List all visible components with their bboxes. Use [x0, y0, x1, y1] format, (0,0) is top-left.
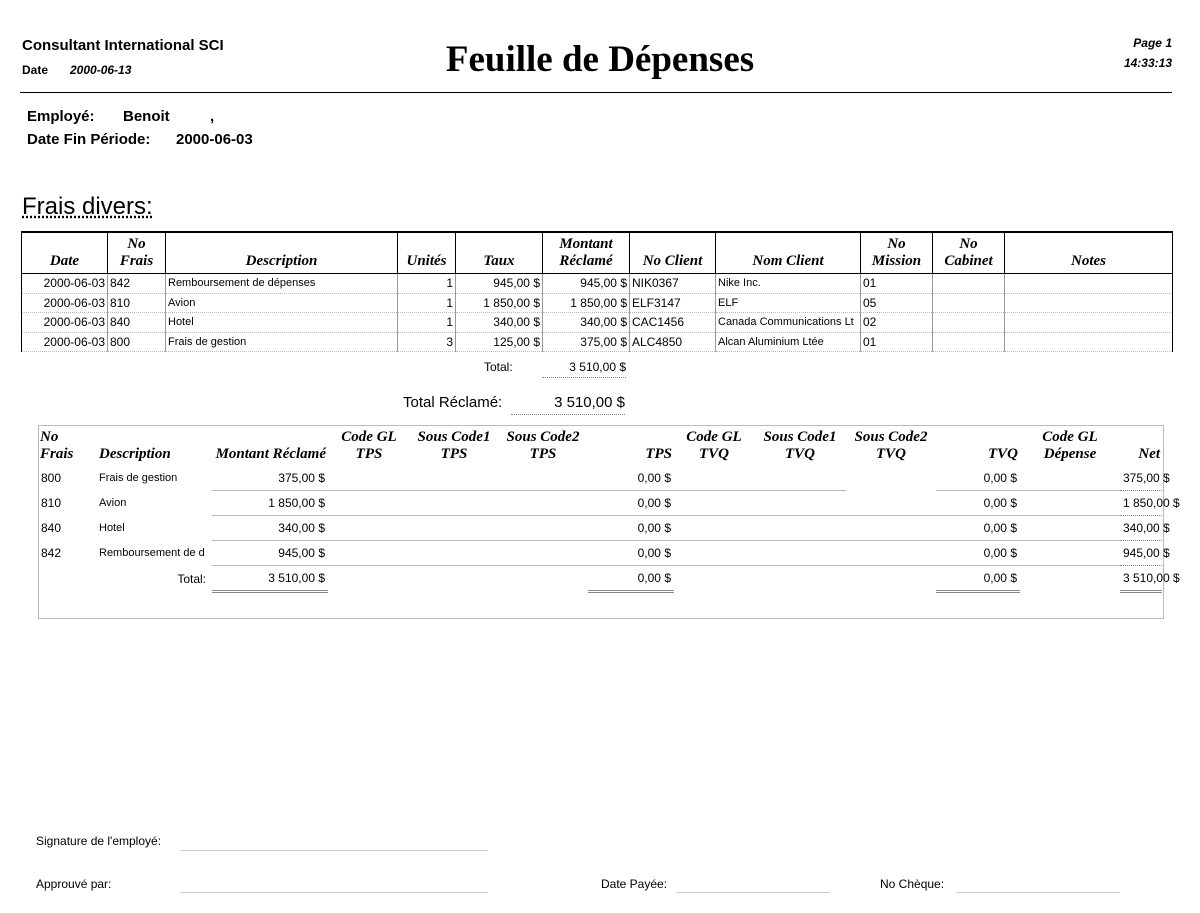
total-reclame-label: Total Réclamé: [403, 394, 503, 411]
col-tps: TPS [645, 446, 672, 462]
cell-sous-code2-tps [498, 541, 588, 566]
cell-tvq: 0,00 $ [936, 491, 1020, 516]
summary-total-label: Total: [177, 571, 206, 586]
cell-tps: 0,00 $ [588, 491, 674, 516]
cell-code-gl-tps [328, 491, 410, 516]
cell-code-gl-depense [1020, 491, 1120, 516]
col-description: Description [166, 232, 398, 274]
cell-code-gl-depense [1020, 516, 1120, 541]
cell-no-frais: 842 [41, 546, 62, 560]
cell-description: Avion [166, 293, 398, 313]
cell-no-cabinet [933, 293, 1005, 313]
summary-total-row [38, 566, 1162, 592]
cell-net: 340,00 $ [1120, 516, 1162, 541]
cell-sous-code1-tvq [754, 491, 846, 516]
cell-notes [1005, 332, 1173, 352]
cell-sous-code2-tps [498, 466, 588, 491]
cell-montant: 375,00 $ [543, 332, 630, 352]
col-notes: Notes [1005, 232, 1173, 274]
col-net: Net [1138, 446, 1160, 462]
cell-no-frais: 810 [108, 293, 166, 313]
cell-taux: 340,00 $ [456, 313, 543, 333]
cell-notes [1005, 313, 1173, 333]
cell-montant: 375,00 $ [212, 466, 328, 491]
cell-code-gl-tps [328, 466, 410, 491]
col-montant-reclame: Montant Réclamé [543, 232, 630, 274]
summary-total-tvq: 0,00 $ [936, 566, 1020, 592]
cell-date: 2000-06-03 [22, 293, 108, 313]
cell-description: Frais de gestion [99, 472, 178, 485]
cell-unites: 1 [398, 293, 456, 313]
cell-no-client: CAC1456 [630, 313, 716, 333]
col-sous-code2-tvq: Sous Code2 TVQ [854, 429, 928, 462]
employee-label: Employé: [27, 108, 95, 125]
summary-total-net: 3 510,00 $ [1120, 566, 1162, 592]
cell-sous-code1-tps [410, 466, 498, 491]
cell-no-cabinet [933, 274, 1005, 294]
paid-date-label: Date Payée: [601, 877, 668, 891]
cell-description: Hotel [99, 522, 125, 534]
col-sous-code2-tps: Sous Code2 TPS [506, 429, 580, 462]
company-name: Consultant International SCI [22, 37, 224, 54]
paid-date-line[interactable] [676, 892, 830, 893]
col-no-frais: No Frais [40, 429, 74, 462]
cell-taux: 1 850,00 $ [456, 293, 543, 313]
cell-sous-code2-tvq [846, 516, 936, 541]
cell-description: Remboursement de dépenses [166, 274, 398, 294]
cell-no-frais: 842 [108, 274, 166, 294]
cell-tvq: 0,00 $ [936, 541, 1020, 566]
cell-tps: 0,00 $ [588, 541, 674, 566]
section-title: Frais divers: [22, 193, 153, 220]
col-sous-code1-tvq: Sous Code1 TVQ [763, 429, 837, 462]
cell-no-frais: 800 [108, 332, 166, 352]
header-divider [20, 92, 1172, 93]
cell-taux: 945,00 $ [456, 274, 543, 294]
period-end-label: Date Fin Période: [27, 131, 151, 148]
col-nom-client: Nom Client [716, 232, 861, 274]
col-description: Description [99, 446, 171, 462]
table-row [22, 274, 1173, 294]
summary-table [38, 427, 1180, 593]
cell-no-client: NIK0367 [630, 274, 716, 294]
cell-sous-code2-tps [498, 491, 588, 516]
cell-notes [1005, 293, 1173, 313]
cell-sous-code1-tps [410, 491, 498, 516]
cell-sous-code2-tps [498, 516, 588, 541]
col-code-gl-tps: Code GL TPS [341, 429, 397, 462]
cell-code-gl-tvq [674, 541, 754, 566]
page-title: Feuille de Dépenses [445, 39, 755, 80]
cell-no-cabinet [933, 313, 1005, 333]
cell-code-gl-tps [328, 516, 410, 541]
col-unites: Unités [398, 232, 456, 274]
print-time: 14:33:13 [1123, 56, 1172, 70]
cell-nom-client: ELF [716, 293, 861, 313]
period-end-value: 2000-06-03 [176, 131, 253, 148]
cell-sous-code1-tvq [754, 466, 846, 491]
cell-unites: 1 [398, 274, 456, 294]
col-date: Date [22, 232, 108, 274]
date-label: Date [22, 63, 49, 77]
cell-nom-client: Alcan Aluminium Ltée [716, 332, 861, 352]
cell-nom-client: Canada Communications Lt [716, 313, 861, 333]
cell-code-gl-tvq [674, 491, 754, 516]
cell-code-gl-tps [328, 541, 410, 566]
cell-net: 1 850,00 $ [1120, 491, 1162, 516]
cell-unites: 1 [398, 313, 456, 333]
cell-no-frais: 840 [108, 313, 166, 333]
cell-code-gl-depense [1020, 541, 1120, 566]
cell-sous-code2-tvq [846, 466, 936, 491]
cheque-label: No Chèque: [880, 877, 945, 891]
table-row [38, 491, 1162, 516]
expenses-total-value: 3 510,00 $ [542, 360, 626, 378]
cell-montant: 340,00 $ [543, 313, 630, 333]
cell-description: Avion [99, 497, 127, 509]
cell-no-client: ALC4850 [630, 332, 716, 352]
cell-no-mission: 05 [861, 293, 933, 313]
summary-total-montant: 3 510,00 $ [212, 566, 328, 592]
date-value: 2000-06-13 [70, 63, 132, 77]
cell-nom-client: Nike Inc. [716, 274, 861, 294]
cell-sous-code1-tps [410, 516, 498, 541]
cell-sous-code1-tvq [754, 516, 846, 541]
col-code-gl-depense: Code GL Dépense [1042, 429, 1098, 462]
table-row [22, 332, 1173, 352]
cell-montant: 1 850,00 $ [212, 491, 328, 516]
table-row [38, 466, 1162, 491]
col-taux: Taux [456, 232, 543, 274]
cell-no-client: ELF3147 [630, 293, 716, 313]
cell-no-mission: 01 [861, 274, 933, 294]
summary-header-row [38, 427, 1162, 466]
cell-net: 945,00 $ [1120, 541, 1162, 566]
cell-description: Remboursement de d [99, 547, 205, 559]
table-row [22, 293, 1173, 313]
cell-sous-code1-tvq [754, 541, 846, 566]
employee-name: Benoit [123, 108, 170, 125]
cell-no-frais: 800 [41, 471, 62, 486]
cell-sous-code1-tps [410, 541, 498, 566]
cell-tvq: 0,00 $ [936, 466, 1020, 491]
cell-notes [1005, 274, 1173, 294]
summary-total-tps: 0,00 $ [588, 566, 674, 592]
table-row [38, 541, 1162, 566]
cell-montant: 945,00 $ [543, 274, 630, 294]
cell-no-cabinet [933, 332, 1005, 352]
cell-taux: 125,00 $ [456, 332, 543, 352]
col-no-frais: No Frais [108, 232, 166, 274]
signature-line[interactable] [180, 850, 488, 851]
cell-no-frais: 810 [41, 496, 62, 510]
col-no-cabinet: No Cabinet [933, 232, 1005, 274]
cell-tvq: 0,00 $ [936, 516, 1020, 541]
col-code-gl-tvq: Code GL TVQ [686, 429, 742, 462]
cheque-line[interactable] [956, 892, 1120, 893]
cell-description: Frais de gestion [166, 332, 398, 352]
cell-unites: 3 [398, 332, 456, 352]
col-tvq: TVQ [988, 446, 1018, 462]
cell-sous-code2-tvq [846, 541, 936, 566]
employee-comma: , [210, 108, 215, 125]
page-number: Page 1 [1133, 36, 1172, 50]
cell-no-frais: 840 [41, 521, 62, 535]
expenses-total-label: Total: [484, 360, 513, 374]
cell-code-gl-tvq [674, 466, 754, 491]
cell-date: 2000-06-03 [22, 332, 108, 352]
col-montant-reclame: Montant Réclamé [215, 446, 326, 462]
expenses-header-row [22, 232, 1173, 274]
cell-tps: 0,00 $ [588, 516, 674, 541]
total-reclame-value: 3 510,00 $ [511, 394, 625, 415]
cell-no-mission: 02 [861, 313, 933, 333]
cell-no-mission: 01 [861, 332, 933, 352]
cell-montant: 1 850,00 $ [543, 293, 630, 313]
cell-code-gl-tvq [674, 516, 754, 541]
cell-net: 375,00 $ [1120, 466, 1162, 491]
cell-montant: 945,00 $ [212, 541, 328, 566]
cell-date: 2000-06-03 [22, 313, 108, 333]
cell-sous-code2-tvq [846, 491, 936, 516]
approved-label: Approuvé par: [36, 877, 112, 891]
cell-code-gl-depense [1020, 466, 1120, 491]
cell-tps: 0,00 $ [588, 466, 674, 491]
signature-label: Signature de l'employé: [36, 834, 162, 848]
col-no-client: No Client [630, 232, 716, 274]
table-row [38, 516, 1162, 541]
table-row [22, 313, 1173, 333]
cell-description: Hotel [166, 313, 398, 333]
cell-montant: 340,00 $ [212, 516, 328, 541]
col-sous-code1-tps: Sous Code1 TPS [417, 429, 491, 462]
col-no-mission: No Mission [861, 232, 933, 274]
expenses-table [21, 231, 1173, 352]
cell-date: 2000-06-03 [22, 274, 108, 294]
approved-line[interactable] [180, 892, 488, 893]
